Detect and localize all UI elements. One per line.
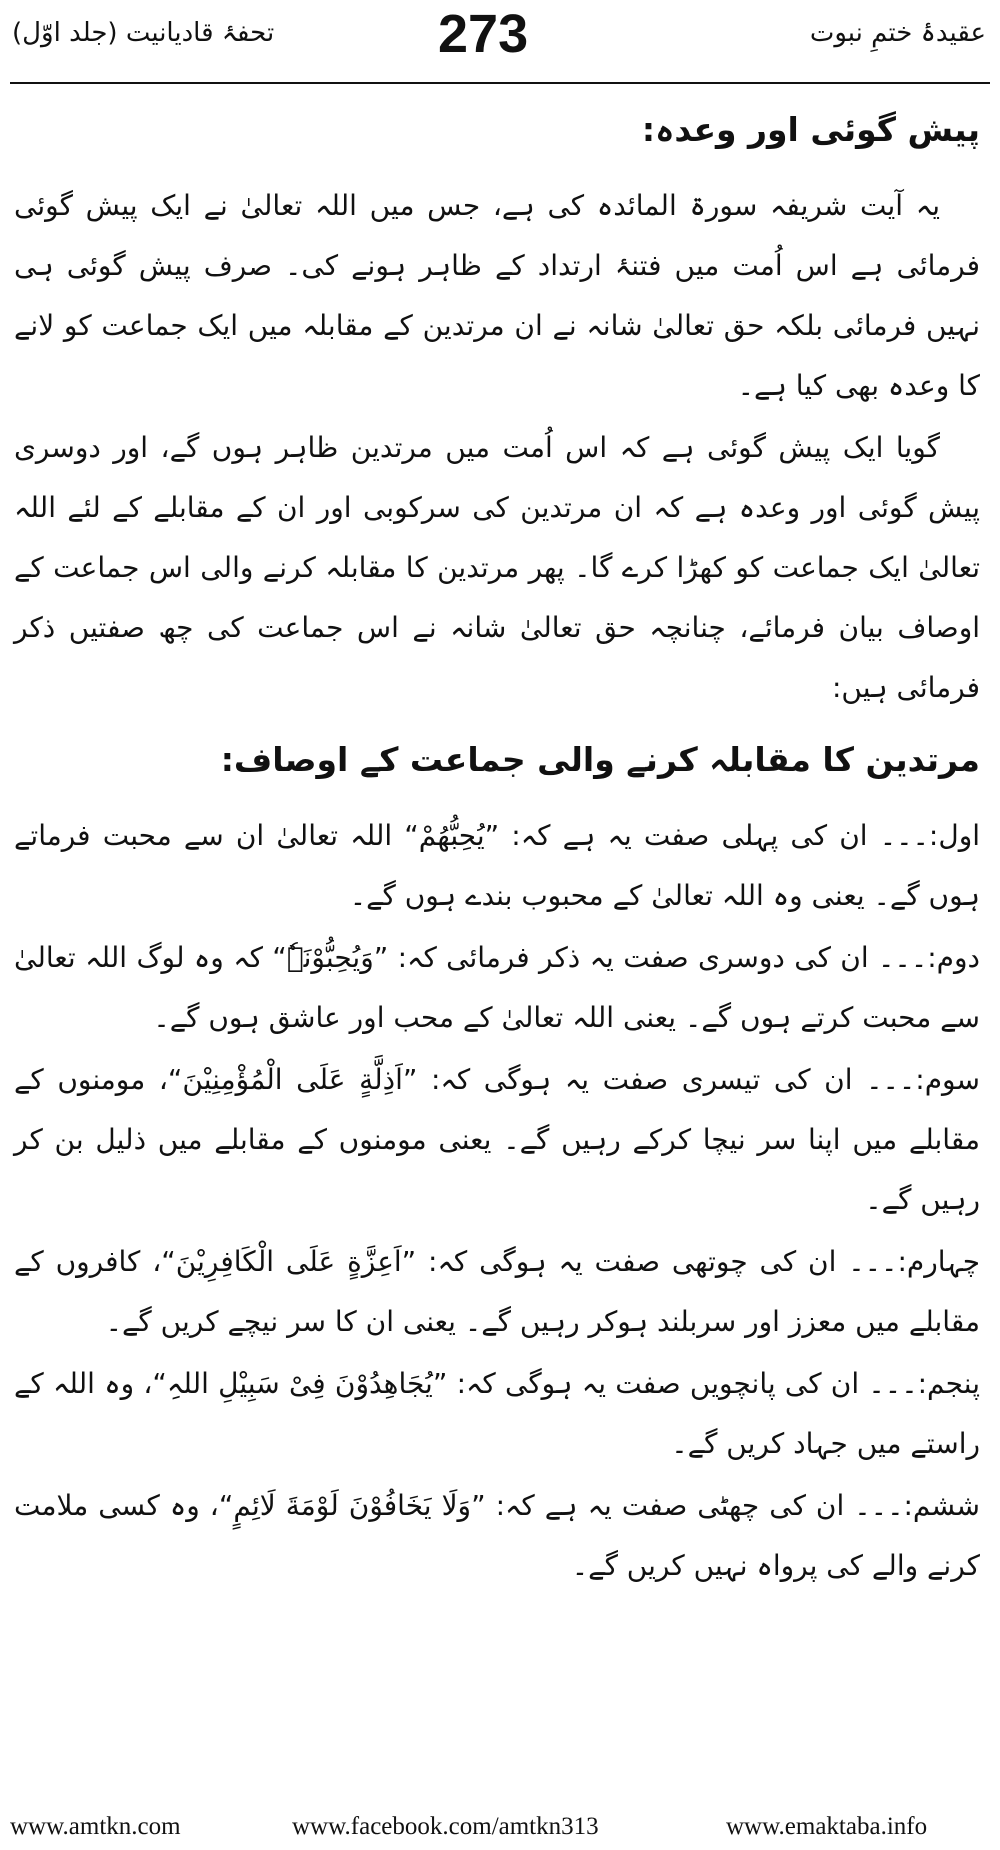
attribute-second: دوم:۔۔۔ ان کی دوسری صفت یہ ذکر فرمائی کہ: ”وَیُحِبُّوْنَہٗ“ کہ وہ لوگ اللہ تعالیٰ سے محبت کرتے ہوں گے۔ یعنی اللہ تعالیٰ کے محب اور عاشق ہوں گے۔ [14, 941, 980, 1034]
section-heading-attributes: مرتدین کا مقابلہ کرنے والی جماعت کے اوصاف: [220, 740, 980, 779]
attribute-fifth: پنجم:۔۔۔ ان کی پانچویں صفت یہ ہوگی کہ: ”یُجَاھِدُوْنَ فِیْ سَبِیْلِ اللہِ“، وہ اللہ کے راستے میں جہاد کریں گے۔ [14, 1367, 980, 1460]
book-title: تحفۂ قادیانیت (جلد اوّل) [12, 18, 275, 48]
attribute-sixth: ششم:۔۔۔ ان کی چھٹی صفت یہ ہے کہ: ”وَلَا یَخَافُوْنَ لَوْمَةَ لَائِمٍ“، وہ کسی ملامت کرنے والے کی پرواہ نہیں کریں گے۔ [14, 1489, 980, 1582]
page-number: 273 [438, 4, 529, 64]
attribute-third: سوم:۔۔۔ ان کی تیسری صفت یہ ہوگی کہ: ”اَذِلَّةٍ عَلَى الْمُؤْمِنِيْنَ“، مومنوں کے مقابلے میں اپنا سر نیچا کرکے رہیں گے۔ یعنی مومنوں کے مقابلے میں ذلیل بن کر رہیں گے۔ [14, 1063, 980, 1216]
section-heading-prophecy: پیش گوئی اور وعدہ: [641, 110, 980, 149]
attribute-fourth: چہارم:۔۔۔ ان کی چوتھی صفت یہ ہوگی کہ: ”اَعِزَّةٍ عَلَى الْكَافِرِيْنَ“، کافروں کے مقابلے میں معزز اور سربلند ہوکر رہیں گے۔ یعنی ان کا سر نیچے کریں گے۔ [14, 1245, 980, 1338]
header-divider [10, 82, 990, 84]
page-footer [0, 1810, 1000, 1844]
footer-link-emaktaba[interactable]: www.emaktaba.info [726, 1813, 928, 1840]
paragraph-1: یہ آیت شریفہ سورۃ المائدہ کی ہے، جس میں اللہ تعالیٰ نے ایک پیش گوئی فرمائی ہے اس اُمت میں فتنۂ ارتداد کے ظاہر ہونے کی۔ صرف پیش گوئی ہی نہیں فرمائی بلکہ حق تعالیٰ شانہ نے ان مرتدین کے مقابلہ میں ایک جماعت کو لانے کا وعدہ بھی کیا ہے۔ [14, 189, 980, 402]
footer-link-amtkn[interactable]: www.amtkn.com [10, 1813, 181, 1840]
paragraph-2: گویا ایک پیش گوئی ہے کہ اس اُمت میں مرتدین ظاہر ہوں گے، اور دوسری پیش گوئی اور وعدہ ہے کہ ان مرتدین کی سرکوبی اور ان کے مقابلے کے لئے اللہ تعالیٰ ایک جماعت کو کھڑا کرے گا۔ پھر مرتدین کا مقابلہ کرنے والی اس جماعت کے اوصاف بیان فرمائے، چنانچہ حق تعالیٰ شانہ نے اس جماعت کی چھ صفتیں ذکر فرمائی ہیں: [14, 431, 980, 704]
running-title: عقیدۂ ختمِ نبوت [809, 18, 986, 48]
page-header [0, 0, 1000, 92]
footer-link-facebook[interactable]: www.facebook.com/amtkn313 [292, 1813, 599, 1840]
page-body [14, 100, 980, 1598]
attribute-first: اول:۔۔۔ ان کی پہلی صفت یہ ہے کہ: ”یُحِبُّھُمْ“ اللہ تعالیٰ ان سے محبت فرماتے ہوں گے۔ یعنی وہ اللہ تعالیٰ کے محبوب بندے ہوں گے۔ [14, 819, 980, 912]
